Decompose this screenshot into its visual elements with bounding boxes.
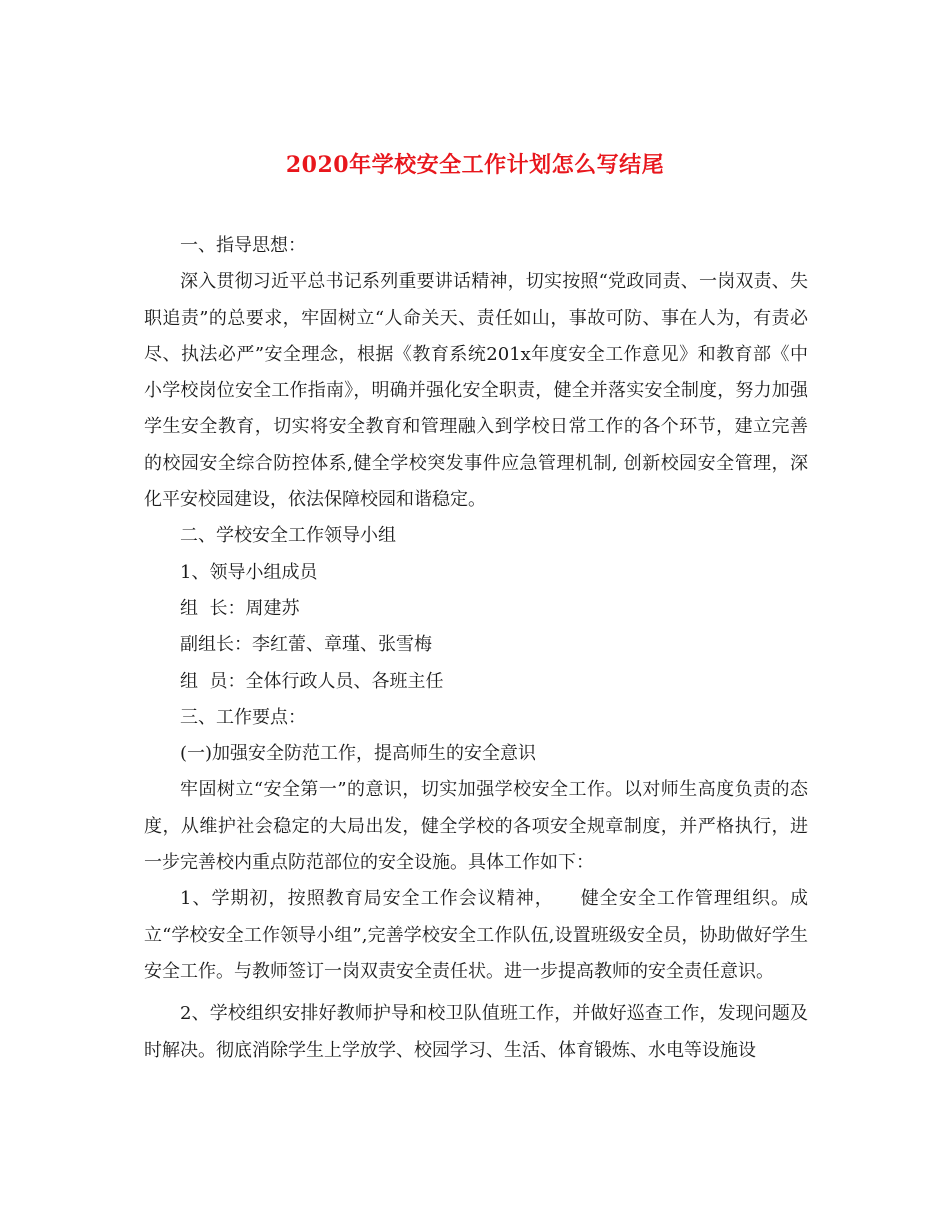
paragraph-item-2: 2、学校组织安排好教师护导和校卫队值班工作，并做好巡查工作，发现问题及时解决。彻底消除学生上学放学、校园学习、生活、体育锻炼、水电等设施设 (144, 1003, 808, 1061)
document-body (144, 228, 808, 1069)
subheading-group-members: 1、领导小组成员 (180, 561, 318, 583)
group-member-line: 组 员：全体行政人员、各班主任 (180, 670, 444, 692)
deputy-leader-line: 副组长：李红蕾、章瑾、张雪梅 (180, 634, 432, 656)
paragraph-item-1: 1、学期初，按照教育局安全工作会议精神， 健全安全工作管理组织。成立“学校安全工作领导小组”,完善学校安全工作队伍,设置班级安全员，协助做好学生安全工作。与教师签订一岗双责安全责任状。进一步提高教师的安全责任意识。 (144, 888, 808, 982)
paragraph-guiding-ideology: 深入贯彻习近平总书记系列重要讲话精神，切实按照“党政同责、一岗双责、失职追责”的总要求，牢固树立“人命关天、责任如山，事故可防、事在人为，有责必尽、执法必严”安全理念，根据《教育系统201x年度安全工作意见》和教育部《中小学校岗位安全工作指南》，明确并强化安全职责，健全并落实安全制度，努力加强学生安全教育，切实将安全教育和管理融入到学校日常工作的各个环节，建立完善的校园安全综合防控体系,健全学校突发事件应急管理机制, 创新校园安全管理，深化平安校园建设，依法保障校园和谐稳定。 (144, 271, 808, 511)
paragraph-safety-first: 牢固树立“安全第一”的意识，切实加强学校安全工作。以对师生高度负责的态度，从维护社会稳定的大局出发，健全学校的各项安全规章制度，并严格执行，进一步完善校内重点防范部位的安全设施。具体工作如下： (144, 779, 808, 874)
document-title: 2020年学校安全工作计划怎么写结尾 (285, 152, 665, 178)
heading-work-points: 三、工作要点： (180, 706, 306, 728)
group-leader-line: 组 长：周建苏 (180, 597, 300, 619)
heading-leadership-group: 二、学校安全工作领导小组 (180, 525, 396, 547)
subheading-safety-prevention: (一)加强安全防范工作，提高师生的安全意识 (180, 743, 537, 765)
heading-guiding-ideology: 一、指导思想： (180, 235, 306, 256)
